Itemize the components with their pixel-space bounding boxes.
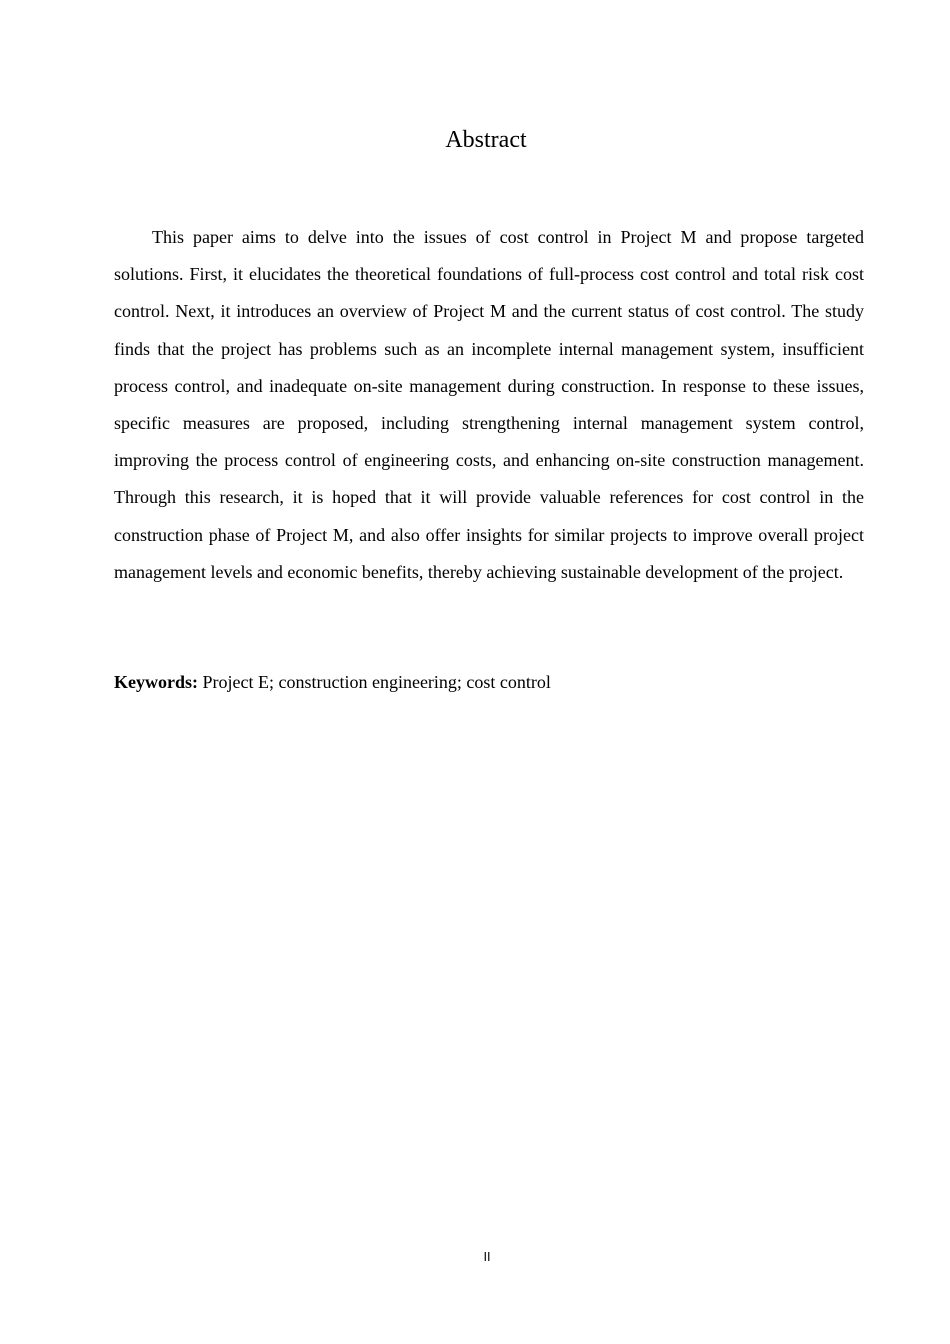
abstract-paragraph: This paper aims to delve into the issues of cost control in Project M and propose targeted solutions. First, it elucidates the theoretical foundations of full-process cost control and total risk cost control. Next, it introduces an overview of Project M and the current status of cost control. The study finds that the project has problems such as an incomplete internal management system, insufficient process control, and inadequate on-site management during construction. In response to these issues, specific measures are proposed, including strengthening internal management system control, improving the process control of engineering costs, and enhancing on-site construction management. Through this research, it is hoped that it will provide valuable references for cost control in the construction phase of Project M, and also offer insights for similar projects to improve overall project management levels and economic benefits, thereby achieving sustainable development of the project.	[114, 227, 864, 582]
keywords-line	[114, 668, 864, 696]
page-title: Abstract	[445, 127, 527, 153]
page-number: II	[483, 1250, 491, 1264]
keywords-label: Keywords:	[114, 672, 198, 692]
keywords-text: Project E; construction engineering; cost control	[202, 672, 551, 692]
